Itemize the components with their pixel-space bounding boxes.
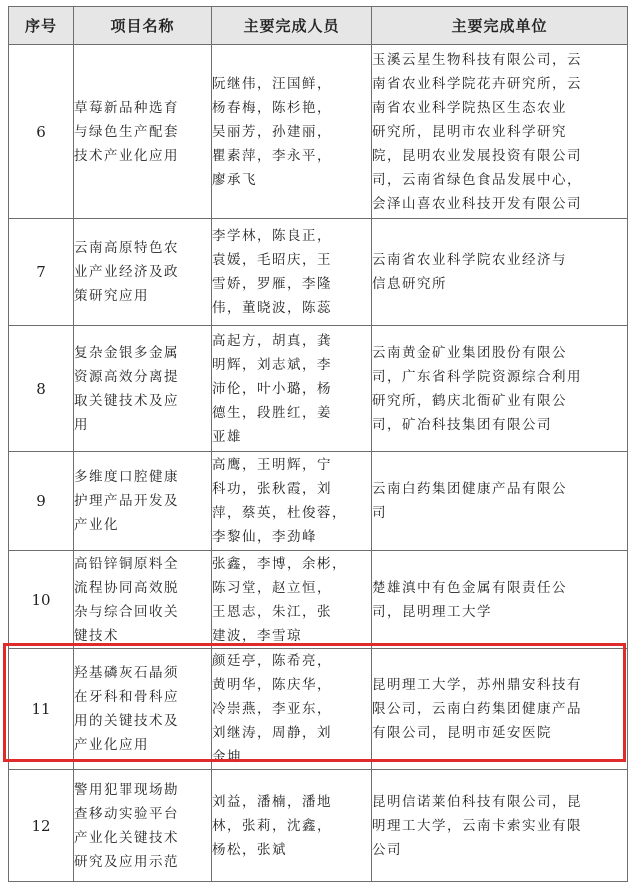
header-main-personnel: 主要完成人员 bbox=[212, 7, 372, 45]
main-unit: 玉溪云星生物科技有限公司，云 南省农业科学院花卉研究所，云 南省农业科学院热区生态农业 研究所，昆明市农业科学研究 院，昆明农业发展投资有限公司 司，云南省绿色食品发展中心， 会泽山喜农业科技开发有限公司 bbox=[372, 45, 628, 219]
table-row bbox=[9, 219, 628, 326]
table-row bbox=[9, 326, 628, 452]
main-personnel: 阮继伟，汪国鲜， 杨春梅，陈杉艳， 吴丽芳，孙建丽， 瞿素萍，李永平， 廖承飞 bbox=[212, 45, 372, 219]
awards-table bbox=[8, 6, 628, 882]
row-number: 10 bbox=[9, 551, 74, 649]
project-name: 多维度口腔健康 护理产品开发及 产业化 bbox=[74, 452, 212, 551]
row-number: 7 bbox=[9, 219, 74, 326]
header-no: 序号 bbox=[9, 7, 74, 45]
header-project-name: 项目名称 bbox=[74, 7, 212, 45]
project-name: 羟基磷灰石晶须 在牙科和骨科应 用的关键技术及 产业化应用 bbox=[74, 649, 212, 770]
main-unit: 云南省农业科学院农业经济与 信息研究所 bbox=[372, 219, 628, 326]
project-name: 警用犯罪现场勘 查移动实验平台 产业化关键技术 研究及应用示范 bbox=[74, 770, 212, 882]
row-number: 6 bbox=[9, 45, 74, 219]
table-row bbox=[9, 770, 628, 882]
main-personnel: 高鹰，王明辉，宁 科功，张秋霞，刘 萍，蔡英，杜俊蓉， 李黎仙，李劲峰 bbox=[212, 452, 372, 551]
main-personnel: 高起方，胡真，龚 明辉，刘志斌，李 沛伦，叶小璐，杨 德生，段胜红，姜 亚雄 bbox=[212, 326, 372, 452]
project-name: 云南高原特色农 业产业经济及政 策研究应用 bbox=[74, 219, 212, 326]
main-unit: 昆明理工大学，苏州鼎安科技有 限公司，云南白药集团健康产品 有限公司，昆明市延安医院 bbox=[372, 649, 628, 770]
main-unit: 昆明信诺莱伯科技有限公司，昆 明理工大学，云南卡索实业有限 公司 bbox=[372, 770, 628, 882]
header-main-unit: 主要完成单位 bbox=[372, 7, 628, 45]
table-row bbox=[9, 551, 628, 649]
table-row bbox=[9, 45, 628, 219]
main-unit: 云南黄金矿业集团股份有限公 司，广东省科学院资源综合利用 研究所，鹤庆北衙矿业有限公 司，矿冶科技集团有限公司 bbox=[372, 326, 628, 452]
row-number: 12 bbox=[9, 770, 74, 882]
row-number: 8 bbox=[9, 326, 74, 452]
main-unit: 楚雄滇中有色金属有限责任公 司，昆明理工大学 bbox=[372, 551, 628, 649]
row-number: 9 bbox=[9, 452, 74, 551]
table-row-highlighted bbox=[9, 649, 628, 770]
project-name: 复杂金银多金属 资源高效分离提 取关键技术及应 用 bbox=[74, 326, 212, 452]
project-name: 高铅锌铜原料全 流程协同高效脱 杂与综合回收关 键技术 bbox=[74, 551, 212, 649]
main-personnel: 刘益，潘楠，潘地 林，张莉，沈鑫， 杨松，张斌 bbox=[212, 770, 372, 882]
main-personnel: 张鑫，李博，余彬， 陈习堂，赵立恒， 王恩志，朱江，张 建波，李雪琼 bbox=[212, 551, 372, 649]
table-header-row bbox=[9, 7, 628, 45]
main-personnel: 李学林，陈良正， 袁媛，毛昭庆，王 雪娇，罗雁，李隆 伟，董晓波，陈蕊 bbox=[212, 219, 372, 326]
row-number: 11 bbox=[9, 649, 74, 770]
main-unit: 云南白药集团健康产品有限公 司 bbox=[372, 452, 628, 551]
main-personnel: 颜廷亭，陈希亮， 黄明华，陈庆华， 冷崇燕，李亚东， 刘继涛，周静，刘 金坤 bbox=[212, 649, 372, 770]
table-row bbox=[9, 452, 628, 551]
project-name: 草莓新品种选育 与绿色生产配套 技术产业化应用 bbox=[74, 45, 212, 219]
